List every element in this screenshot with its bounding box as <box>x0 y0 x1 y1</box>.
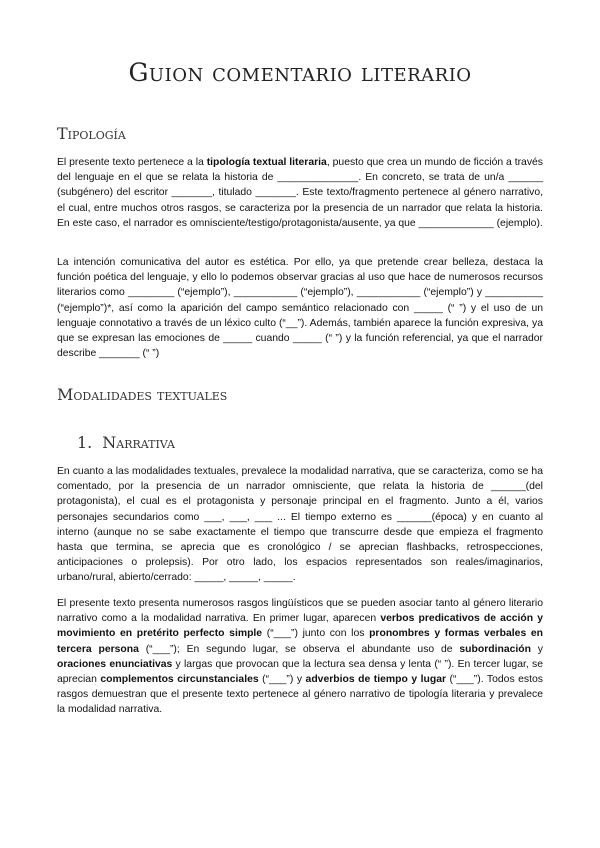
paragraph-tipologia-2: La intención comunicativa del autor es estética. Por ello, ya que pretende crear belleza, destaca la función poética del lenguaje, y ello lo podemos observar gracias al uso que hace de numerosos recursos literarios como ________ (“ejemplo”), ___________ (“ejemplo”), ___________ (“ejemplo”) y __________ (“ejemplo”)*, así como la aparición del campo semántico relacionado con _____ (“ ”) y el uso de un lenguaje connotativo a través de un léxico culto (“__”). Además, también aparece la función expresiva, ya que se expresan las emociones de _____ cuando _____ (“ ”) y la función referencial, ya que el narrador describe _______ (“ ”) <box>57 257 543 360</box>
text-run: (“___”); En segundo lugar, se observa el abundante uso de <box>138 643 460 655</box>
text-run: , puesto que crea un mundo de ficción a través del lenguaje en el que se relata la historia de ______________. En concreto, se trata de un/a ______ (subgénero) del escritor _______, titulado _______. Este texto/fragmento pertenece al género narrativo, el cual, entre muchos otros rasgos, se caracteriza por la presencia de un narrador que relata la historia. En este caso, el narrador es omnisciente/testigo/protagonista/ausente, ya que _____________ (ejemplo). <box>57 157 544 229</box>
text-run: y largas que provocan que la lectura sea densa y lenta (“ ”). En tercer lugar, se aprecian <box>57 658 543 686</box>
bold-term: pronombres y formas verbales en tercera persona <box>57 628 544 655</box>
paragraph-tipologia-1 <box>57 155 543 231</box>
document-title: Guion comentario literario <box>128 58 472 87</box>
paragraph-narrativa-1: En cuanto a las modalidades textuales, prevalece la modalidad narrativa, que se caracteriza, como se ha comentado, por la presencia de un narrador omnisciente, que relata la historia de ______(del protagonista), el cual es el protagonista y personaje principal en el fragmento. Junto a él, varios personajes secundarios como ___, ___, ___ ... El tiempo externo es ______(época) y en cuanto al interno (aunque no se sabe exactamente el tiempo que transcurre desde que empieza el fragmento hasta que termina, se aprecia que es cronológico / se aprecian flashbacks, retrospecciones, anticipaciones o prolepsis). Por otro lado, los espacios representados son reales/imaginarios, urbano/rural, abierto/cerrado: _____, _____, _____. <box>57 466 543 584</box>
section-number: 1. <box>77 433 93 452</box>
bold-term: subordinación <box>459 643 531 655</box>
bold-term: tipología textual literaria <box>206 157 327 168</box>
bold-term: oraciones enunciativas <box>57 658 173 670</box>
bold-term: complementos circunstanciales <box>100 674 259 686</box>
paragraph-narrativa-2 <box>57 596 543 718</box>
section-title: Narrativa <box>102 433 175 452</box>
bold-term: verbos predicativos de acción y movimiento en pretérito perfecto simple <box>57 613 543 640</box>
bold-term: adverbios de tiempo y lugar <box>305 674 447 686</box>
text-run: y <box>530 643 543 655</box>
text-run: (“___”) junto con los <box>262 628 370 640</box>
heading-narrativa <box>77 433 175 452</box>
heading-tipologia: Tipología <box>57 124 126 143</box>
text-run: (“___”) y <box>258 674 306 686</box>
heading-modalidades: Modalidades textuales <box>57 385 228 404</box>
text-run: (“___”). Todos estos rasgos demuestran que el presente texto pertenece al género narrativo de tipología literaria y prevalece la modalidad narrativa. <box>57 674 543 716</box>
text-run: El presente texto presenta numerosos rasgos lingüísticos que se pueden asociar tanto al género literario narrativo como a la modalidad narrativa. En primer lugar, aparecen <box>57 598 543 625</box>
text-run: El presente texto pertenece a la <box>57 157 207 168</box>
